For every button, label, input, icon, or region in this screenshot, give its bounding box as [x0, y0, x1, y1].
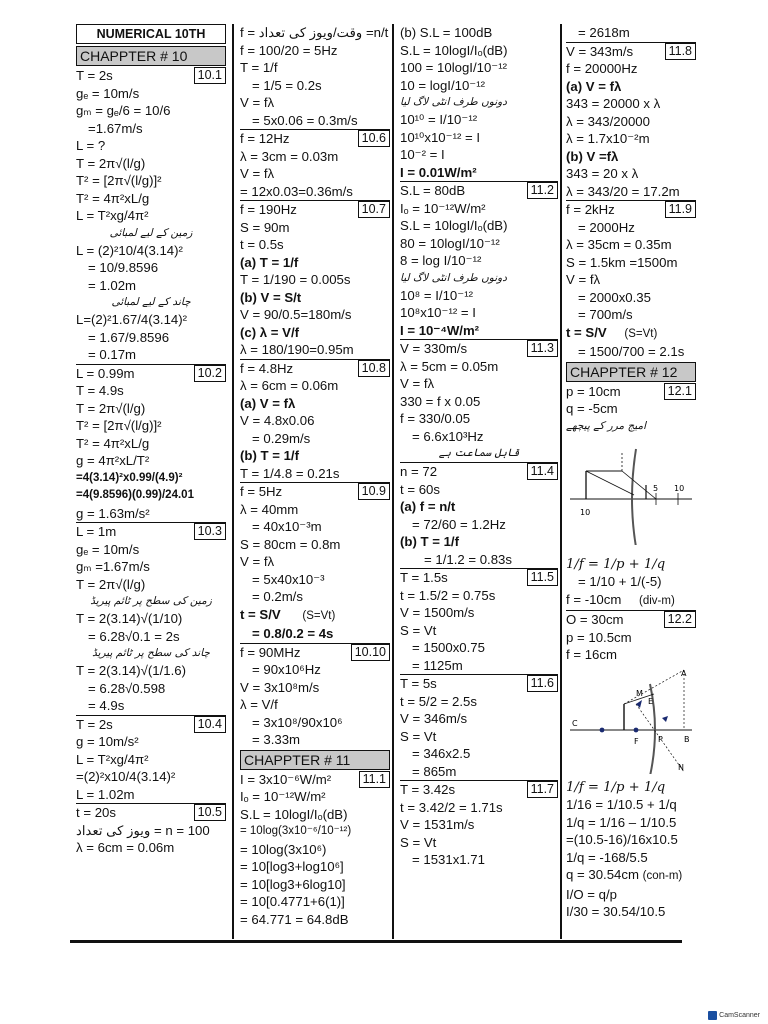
line: λ = 6cm = 0.06m — [76, 840, 175, 855]
line: 1/f = 1/p + 1/q — [566, 556, 666, 572]
line: =4(9.8596)(0.99)/24.01 — [76, 489, 194, 501]
urdu-note: دونوں طرف انٹی لاگ لیا — [400, 271, 507, 284]
line: V = 346m/s — [400, 711, 468, 726]
line: L = 1.02m — [76, 786, 135, 802]
bottom-rule — [70, 940, 682, 943]
line: 10⁸x10⁻¹² = I — [400, 305, 476, 320]
line: 10⁸ = I/10⁻¹² — [400, 287, 474, 303]
line: 1/q = -168/5.5 — [566, 849, 648, 865]
line: = 3x10⁸/90x10⁶ — [252, 714, 343, 730]
line: (c) λ = V/f — [240, 324, 299, 340]
line: S = Vt — [400, 834, 437, 850]
sheet-title: NUMERICAL 10TH — [76, 24, 226, 44]
chapter-heading: CHAPPTER # 10 — [76, 46, 226, 66]
line: λ = V/f — [240, 697, 278, 712]
line: T² = 4π²xL/g — [76, 435, 150, 451]
line: = 0.17m — [88, 347, 137, 362]
line: L = 1m 10.3 — [76, 522, 226, 541]
problem-tag: 10.6 — [358, 130, 390, 147]
line: =1.67m/s — [88, 120, 143, 136]
line: 10¹⁰x10⁻¹² = I — [400, 129, 481, 145]
line: f = 330/0.05 — [400, 411, 471, 426]
fig-label: 10 — [580, 507, 591, 517]
line: t = 0.5s — [240, 237, 284, 252]
column-divider — [560, 24, 562, 939]
scanner-watermark — [708, 1011, 760, 1020]
line: = 10[0.4771+6(1)] — [240, 894, 345, 909]
line: = 1.02m — [88, 277, 137, 293]
line: (b) V =fλ — [566, 148, 619, 164]
line: 8 = log I/10⁻¹² — [400, 253, 482, 268]
line: f = 190Hz 10.7 — [240, 200, 390, 219]
line: 10⁻² = I — [400, 147, 445, 162]
line: =(2)²x10/4(3.14)² — [76, 769, 176, 784]
line: = 3.33m — [252, 732, 301, 747]
line: = 1125m — [412, 657, 463, 673]
line: g = 10m/s² — [76, 734, 139, 749]
line: V = fλ — [400, 376, 435, 391]
line: (b) T = 1/f — [400, 534, 459, 549]
line: (a) f = n/t — [400, 499, 456, 514]
line: = 1/10 + 1/(-5) — [578, 574, 662, 589]
line: I = 10⁻⁴W/m² — [400, 322, 480, 338]
line: f = 90MHz 10.10 — [240, 643, 390, 662]
line: = 1531x1.71 — [412, 852, 485, 867]
fig-label: E — [648, 696, 654, 706]
line: O = 30cm 12.2 — [566, 610, 696, 629]
line: = 0.2m/s — [252, 589, 303, 604]
problem-tag: 12.2 — [664, 611, 696, 628]
problem-tag: 11.2 — [527, 182, 558, 199]
line: = 1/5 = 0.2s — [252, 77, 322, 93]
line: (a) V = fλ — [566, 78, 622, 94]
line: =(10.5-16)/16x10.5 — [566, 832, 678, 847]
line: V = 4.8x0.06 — [240, 413, 315, 428]
column-3 — [400, 24, 558, 939]
line: = 700m/s — [578, 307, 633, 322]
line: = 10[log3+6log10] — [240, 876, 346, 892]
line: 343 = 20000 x λ — [566, 96, 661, 111]
line: = 6.28√0.1 = 2s — [88, 628, 180, 644]
problem-tag: 10.10 — [351, 644, 390, 661]
line: T = 2(3.14)√(1/1.6) — [76, 663, 186, 678]
line: p = 10.5cm — [566, 629, 632, 645]
urdu-note: زمین کی سطح پر ٹائم پیریڈ — [90, 595, 212, 607]
line: = 1500/700 = 2.1s — [578, 344, 685, 359]
line: f = 5Hz 10.9 — [240, 482, 390, 501]
problem-tag: 10.7 — [358, 201, 390, 218]
problem-tag: 11.9 — [665, 201, 696, 218]
line: 10¹⁰ = I/10⁻¹² — [400, 112, 478, 127]
line: = 10/9.8596 — [88, 260, 159, 275]
line: t = S/V (S=Vt) — [240, 606, 336, 622]
line: gₘ = gₑ/6 = 10/6 — [76, 103, 171, 118]
line: 80 = 10logI/10⁻¹² — [400, 235, 500, 251]
line: 100 = 10logI/10⁻¹² — [400, 60, 508, 75]
line: = 0.29m/s — [252, 430, 311, 446]
line: T = 1/4.8 = 0.21s — [240, 465, 340, 481]
line: V = 1500m/s — [400, 605, 475, 620]
line: = 10log(3x10⁻⁶/10⁻¹²) — [240, 825, 352, 837]
line: V = 90/0.5=180m/s — [240, 307, 352, 322]
line: t = 1.5/2 = 0.75s — [400, 587, 496, 603]
line: = 865m — [412, 763, 457, 779]
line: = 72/60 = 1.2Hz — [412, 516, 506, 532]
line: λ = 40mm — [240, 501, 299, 517]
chapter-heading: CHAPPTER # 11 — [240, 750, 390, 770]
line: λ = 3cm = 0.03m — [240, 148, 339, 164]
line: q = 30.54cm (con-m) — [566, 867, 683, 882]
line: gₑ = 10m/s — [76, 85, 140, 101]
line: λ = 343/20000 — [566, 113, 650, 129]
urdu-note: چاند کے لیے لمبائی — [111, 296, 191, 308]
line: (a) T = 1/f — [240, 254, 299, 270]
line: I = 0.01W/m² — [400, 164, 477, 180]
line: T = 2π√(l/g) — [76, 576, 146, 592]
problem-tag: 10.2 — [194, 365, 226, 382]
line: = 5x0.06 = 0.3m/s — [252, 112, 358, 128]
chapter-heading: CHAPPTER # 12 — [566, 362, 696, 382]
problem-tag: 10.3 — [194, 523, 226, 540]
line: L = (2)²10/4(3.14)² — [76, 242, 183, 258]
line: (b) S.L = 100dB — [400, 25, 493, 40]
line: = 2618m — [578, 25, 630, 40]
line: g = 4π²xL/T² — [76, 453, 150, 468]
notes-sheet — [76, 24, 696, 944]
line: = 12x0.03=0.36m/s — [240, 183, 353, 199]
line: = 40x10⁻³m — [252, 519, 322, 534]
line: V = fλ — [240, 554, 275, 569]
column-1 — [76, 24, 226, 939]
line: L=(2)²1.67/4(3.14)² — [76, 312, 188, 327]
line: V = fλ — [566, 272, 601, 287]
line: = 10[log3+log10⁶] — [240, 859, 344, 874]
line: = 1500x0.75 — [412, 640, 485, 655]
concave-mirror-diagram — [566, 664, 696, 774]
line: S.L = 10logI/Iₒ(dB) — [240, 806, 348, 822]
line: V = fλ — [240, 95, 275, 110]
fig-label: C — [572, 718, 578, 728]
line: T = 1/f — [240, 60, 278, 75]
line: t = 3.42/2 = 1.71s — [400, 799, 503, 815]
line: 343 = 20 x λ — [566, 166, 639, 181]
column-4 — [566, 24, 696, 939]
line: = 4.9s — [88, 698, 125, 713]
line: S.L = 80dB 11.2 — [400, 181, 558, 200]
line: Iₒ = 10⁻¹²W/m² — [400, 200, 486, 216]
fig-label: 5 — [653, 483, 659, 493]
line: f = 100/20 = 5Hz — [240, 42, 338, 58]
urdu-note: زمین کے لیے لمبائی — [109, 226, 193, 239]
problem-tag: 11.5 — [527, 569, 558, 586]
line: gₘ =1.67m/s — [76, 559, 150, 574]
line: (b) T = 1/f — [240, 448, 299, 463]
problem-tag: 10.4 — [194, 716, 226, 733]
line: (b) V = S/t — [240, 289, 302, 305]
problem-tag: 11.8 — [665, 43, 696, 60]
line: f = 2kHz 11.9 — [566, 200, 696, 219]
line: t = 60s — [400, 481, 440, 497]
line: 330 = f x 0.05 — [400, 393, 481, 409]
line: V = 343m/s 11.8 — [566, 42, 696, 61]
problem-tag: 10.5 — [194, 804, 226, 821]
line: L = T²xg/4π² — [76, 208, 149, 223]
fig-label: F — [634, 736, 639, 746]
fig-label: P — [658, 734, 663, 744]
line: L = 0.99m 10.2 — [76, 364, 226, 383]
line: T = 2s 10.4 — [76, 715, 226, 734]
line: S.L = 10logI/Iₒ(dB) — [400, 218, 508, 233]
line: T = 3.42s 11.7 — [400, 780, 558, 799]
line: L = T²xg/4π² — [76, 751, 149, 767]
fig-label: B — [684, 734, 690, 744]
fig-label: N — [678, 762, 684, 772]
problem-tag: 10.9 — [358, 483, 390, 500]
line: f = وقت/ویوز کی تعداد =n/t — [240, 25, 389, 40]
line: T = 2(3.14)√(1/10) — [76, 611, 183, 626]
line: 1/f = 1/p + 1/q — [566, 779, 666, 795]
line: = 1.67/9.8596 — [88, 329, 170, 345]
line: (a) V = fλ — [240, 395, 296, 411]
line: =4(3.14)²x0.99/(4.9)² — [76, 471, 183, 484]
line: T = 2π√(l/g) — [76, 400, 146, 416]
line: V = 1531m/s — [400, 817, 475, 832]
line: f = 16cm — [566, 647, 617, 662]
column-divider — [392, 24, 394, 939]
urdu-note: امیج مرر کے پیچھے — [566, 419, 647, 432]
problem-tag: 12.1 — [664, 383, 696, 400]
line: λ = 1.7x10⁻²m — [566, 131, 650, 146]
line: 10 = logI/10⁻¹² — [400, 77, 486, 93]
line: f = 20000Hz — [566, 61, 638, 76]
line: T² = [2π√(l/g)]² — [76, 418, 162, 433]
problem-tag: 11.7 — [527, 781, 558, 798]
line: ویوز کی تعداد = n = 100 — [76, 822, 210, 838]
line: S = 90m — [240, 219, 290, 235]
line: I = 3x10⁻⁶W/m² 11.1 — [240, 771, 390, 789]
line: t = 20s 10.5 — [76, 803, 226, 822]
urdu-note: چاند کی سطح پر ٹائم پیریڈ — [92, 647, 210, 659]
problem-tag: 11.6 — [527, 675, 558, 692]
line: S = Vt — [400, 728, 437, 744]
line: λ = 5cm = 0.05m — [400, 358, 499, 374]
line: V = 3x10⁸m/s — [240, 679, 320, 695]
line: = 0.8/0.2 = 4s — [252, 626, 334, 641]
scanner-label: CamScanner — [719, 1012, 760, 1019]
line: V = fλ — [240, 166, 275, 181]
line: T = 1/190 = 0.005s — [240, 272, 351, 287]
line: t = S/V (S=Vt) — [566, 324, 658, 340]
line: gₑ = 10m/s — [76, 541, 140, 557]
urdu-note: دونوں طرف انٹی لاگ لیا — [400, 96, 507, 108]
column-2 — [240, 24, 390, 939]
line: T = 2s 10.1 — [76, 67, 226, 85]
line: I/O = q/p — [566, 886, 617, 902]
line: S = 80cm = 0.8m — [240, 536, 341, 552]
line: g = 1.63m/s² — [76, 505, 150, 521]
line: f = 4.8Hz 10.8 — [240, 359, 390, 378]
line: V = 330m/s 11.3 — [400, 339, 558, 358]
line: λ = 343/20 = 17.2m — [566, 183, 680, 199]
line: = 1/1.2 = 0.83s — [424, 551, 512, 567]
column-divider — [232, 24, 234, 939]
convex-mirror-diagram — [566, 435, 696, 545]
line: = 10log(3x10⁶) — [240, 841, 327, 857]
line: T = 5s 11.6 — [400, 674, 558, 693]
line: Iₒ = 10⁻¹²W/m² — [240, 789, 326, 804]
line: S = Vt — [400, 622, 437, 638]
line: T = 2π√(l/g) — [76, 155, 146, 171]
line: λ = 6cm = 0.06m — [240, 378, 339, 393]
line: T = 4.9s — [76, 383, 124, 398]
line: I/30 = 30.54/10.5 — [566, 904, 666, 919]
line: 1/q = 1/16 – 1/10.5 — [566, 814, 677, 830]
line: t = 5/2 = 2.5s — [400, 693, 477, 709]
line: 1/16 = 1/10.5 + 1/q — [566, 797, 677, 812]
line: T = 1.5s 11.5 — [400, 568, 558, 587]
line: S = 1.5km =1500m — [566, 254, 678, 270]
line: L = ? — [76, 138, 106, 153]
camscanner-icon — [708, 1011, 717, 1020]
problem-tag: 11.1 — [359, 771, 390, 788]
problem-tag: 10.8 — [358, 360, 390, 377]
line: = 64.771 = 64.8dB — [240, 911, 349, 927]
line: λ = 35cm = 0.35m — [566, 237, 672, 252]
problem-tag: 10.1 — [194, 67, 226, 84]
line: = 2000Hz — [578, 219, 635, 235]
fig-label: 10 — [674, 483, 685, 493]
line: q = -5cm — [566, 401, 618, 416]
line: n = 72 11.4 — [400, 462, 558, 481]
problem-tag: 11.3 — [527, 340, 558, 357]
line: = 6.28√0.598 — [88, 680, 166, 696]
line: λ = 180/190=0.95m — [240, 342, 354, 357]
line: = 2000x0.35 — [578, 289, 651, 305]
line: f = 12Hz 10.6 — [240, 129, 390, 148]
line: T² = 4π²xL/g — [76, 190, 150, 206]
line: T² = [2π√(l/g)]² — [76, 173, 162, 188]
problem-tag: 11.4 — [527, 463, 558, 480]
line: S.L = 10logI/Iₒ(dB) — [400, 42, 508, 58]
line: f = -10cm (div-m) — [566, 591, 675, 607]
urdu-note: قابل سماعت ہے — [438, 447, 520, 459]
line: = 6.6x10³Hz — [412, 428, 484, 444]
line: p = 10cm 12.1 — [566, 383, 696, 401]
line: = 5x40x10⁻³ — [252, 571, 325, 587]
fig-label: M — [636, 688, 643, 698]
fig-label: A — [681, 668, 687, 678]
line: = 90x10⁶Hz — [252, 662, 321, 677]
line: = 346x2.5 — [412, 746, 471, 761]
